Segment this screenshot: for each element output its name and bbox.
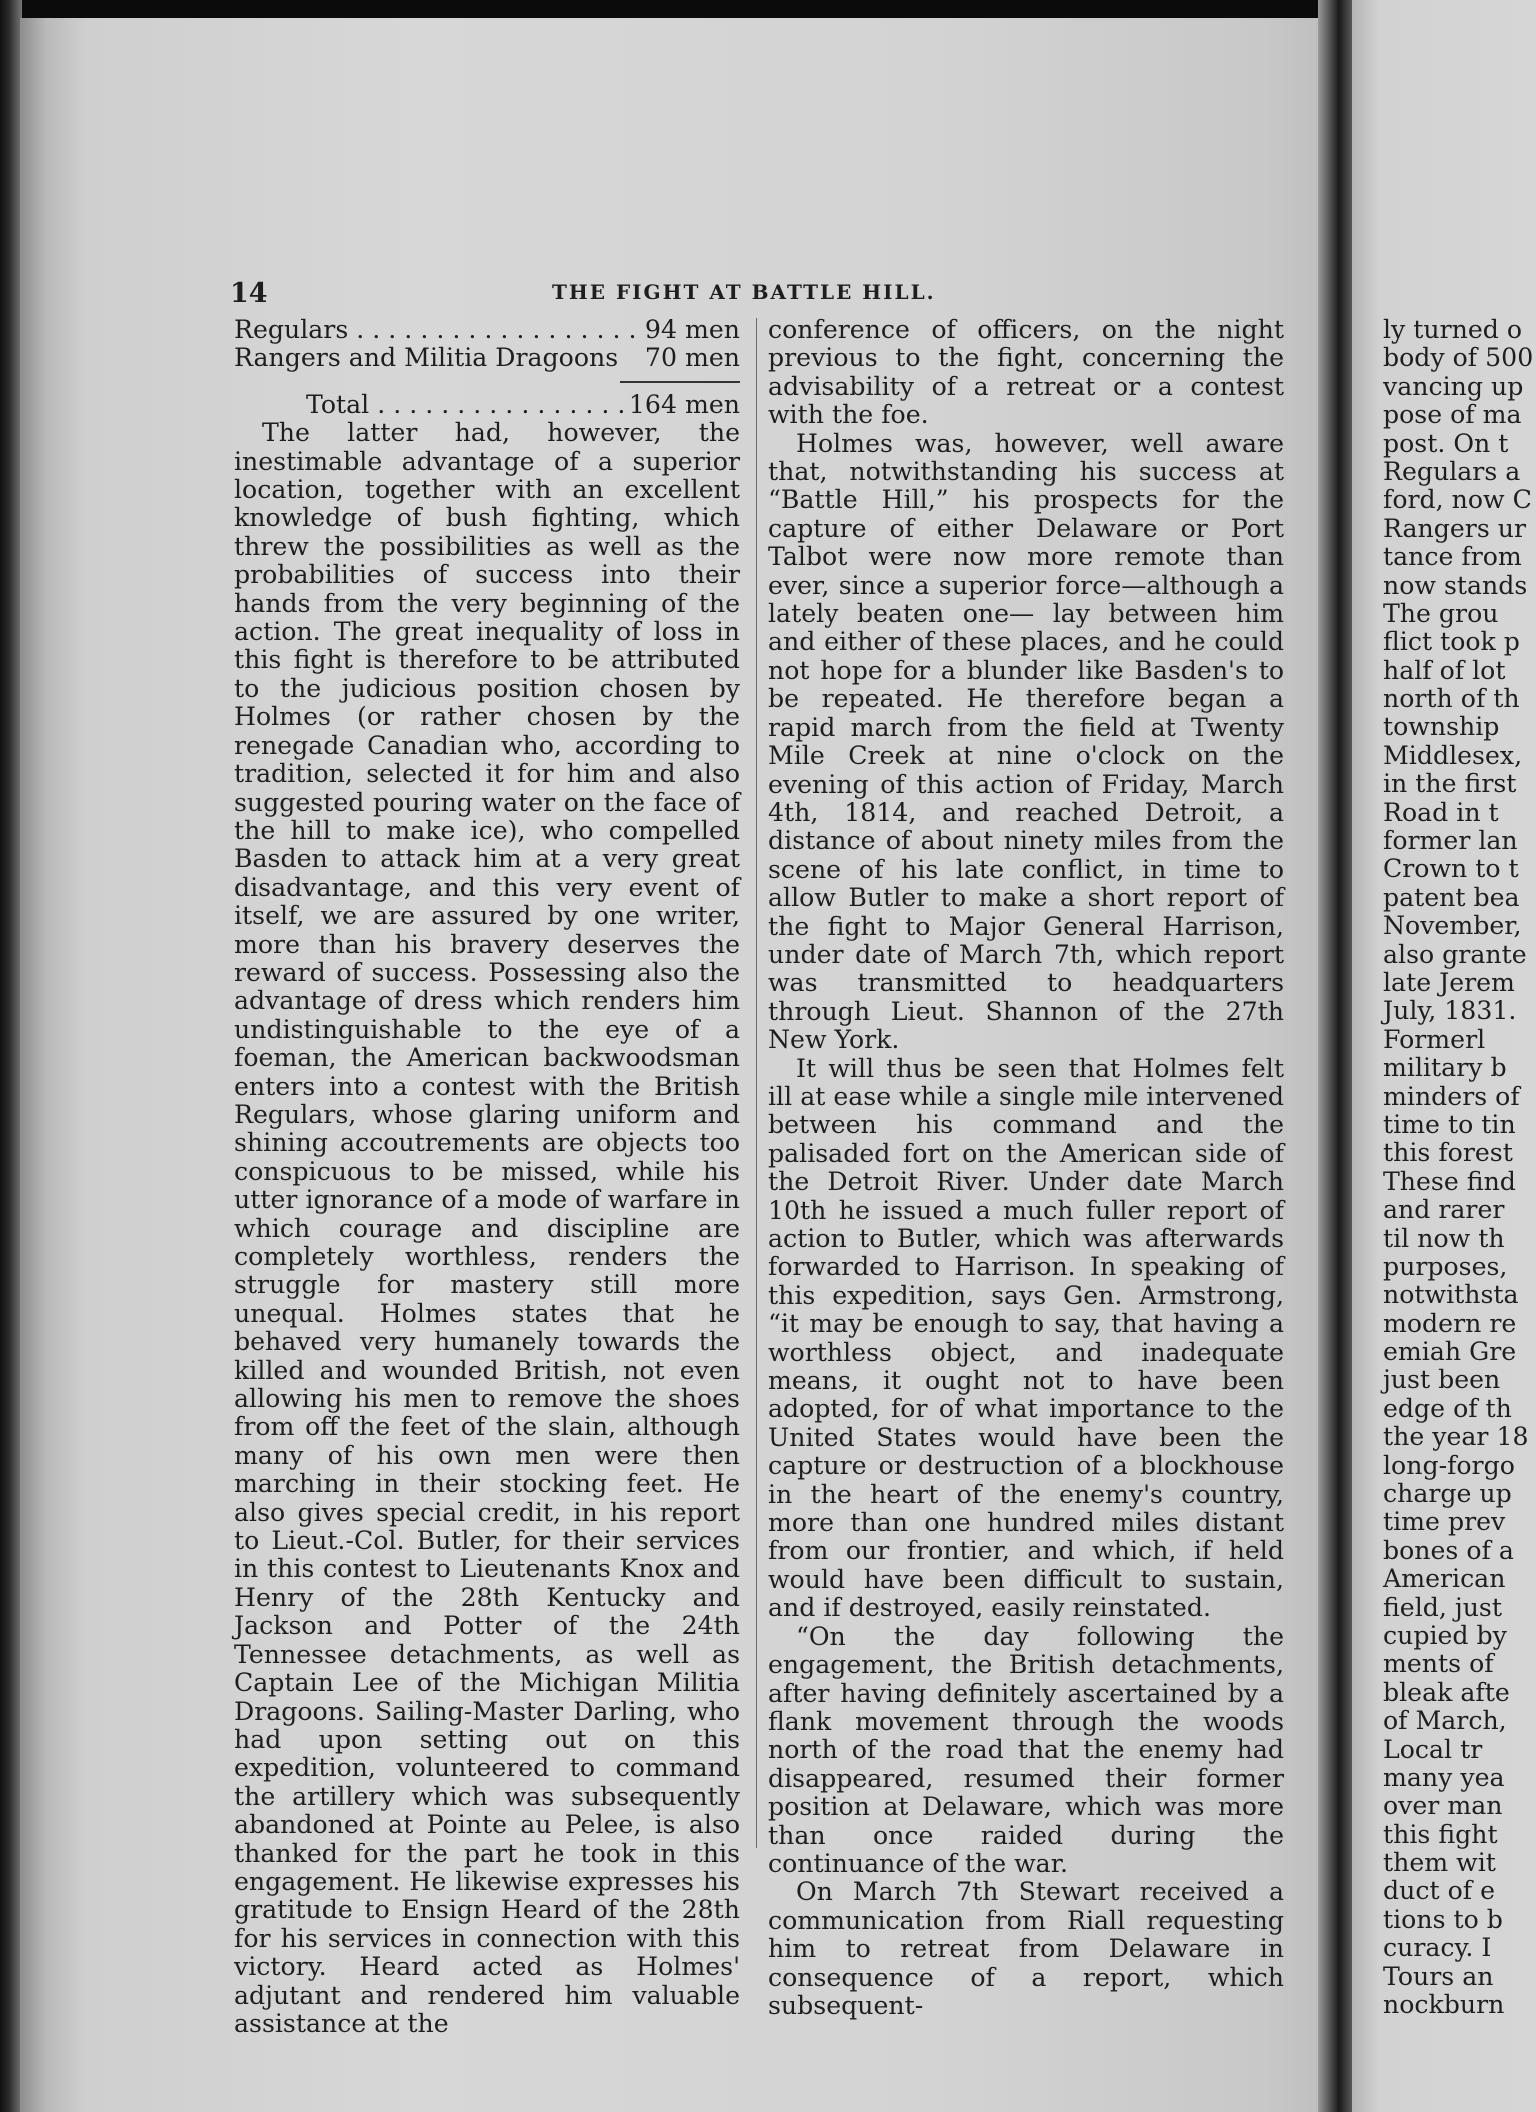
stat-label: Rangers and Militia Dragoons xyxy=(234,344,619,373)
facing-page-line: flict took p xyxy=(1383,627,1520,657)
facing-page-line: These find xyxy=(1383,1166,1516,1196)
facing-page-line: Road in t xyxy=(1383,797,1499,827)
facing-page-line: ments of xyxy=(1383,1649,1494,1679)
stat-label: Total . . . xyxy=(306,391,623,419)
facing-page-line: bones of a xyxy=(1383,1535,1514,1565)
facing-page-line: military b xyxy=(1383,1053,1507,1083)
facing-page-line: field, just xyxy=(1383,1592,1502,1622)
facing-page-line: Formerl xyxy=(1383,1024,1486,1054)
facing-page-line: Rangers ur xyxy=(1383,513,1527,543)
facing-page-line: nockburn xyxy=(1383,1990,1505,2020)
paragraph: Holmes was, however, well aware that, notwithstanding his success at “Battle Hill,” his prospects for the capture of either Delaware or Port Talbot were now more remote than ever, since a superior force—although a lately beaten one— lay between him and either of these places, and he could not hope for a blunder like Basden's to be repeated. He therefore began a rapid march from the field at Twenty Mile Creek at nine o'clock on the evening of this action of Friday, March 4th, 1814, and reached Detroit, a distance of about ninety miles from the scene of his late conflict, in time to allow Butler to make a short report of the fight to Major General Harrison, under date of March 7th, which report was transmitted to headquarters through Lieut. Shannon of the 27th New York. xyxy=(768,428,1284,1055)
facing-page-line: July, 1831. xyxy=(1383,996,1517,1026)
facing-page-line: emiah Gre xyxy=(1383,1337,1517,1367)
text-column-left xyxy=(234,316,740,2038)
column-divider xyxy=(756,318,757,1848)
facing-page-line: Crown to t xyxy=(1383,854,1519,884)
stat-row-total xyxy=(234,391,740,419)
facing-page-line: bleak afte xyxy=(1383,1677,1510,1707)
facing-page-line: curacy. I xyxy=(1383,1933,1492,1963)
stat-label: Regulars . . . xyxy=(234,316,639,344)
facing-page-line: this forest xyxy=(1383,1138,1513,1168)
stat-row-rangers xyxy=(234,344,740,372)
stat-value: 164 men xyxy=(628,389,740,419)
facing-page-line: half of lot xyxy=(1383,655,1506,685)
facing-page-line: Local tr xyxy=(1383,1734,1483,1764)
facing-page-line: tance from xyxy=(1383,542,1522,572)
facing-page-line: them wit xyxy=(1383,1848,1496,1878)
facing-page-line: long-forgo xyxy=(1383,1450,1515,1480)
paragraph: The latter had, however, the inestimable advantage of a superior location, together with an excellent knowledge of bush fighting, which threw the possibilities as well as the probabilities of success into their hands from the very beginning of the action. The great inequality of loss in this fight is therefore to be attributed to the judicious position chosen by Holmes (or rather chosen by the renegade Canadian who, according to tradition, selected it for him and also suggested pouring water on the face of the hill to make ice), who compelled Basden to attack him at a very great disadvantage, and this very event of itself, we are assured by one writer, more than his bravery deserves the reward of success. Possessing also the advantage of dress which renders him undistinguishable to the eye of a foeman, the American backwoodsman enters into a contest with the British Regulars, whose glaring uniform and shining accoutrements are objects too conspicuous to be missed, while his utter ignorance of a mode of warfare in which courage and discipline are completely worthless, renders the struggle for mastery still more unequal. Holmes states that he behaved very humanely towards the killed and wounded British, not even allowing his men to remove the shoes from off the feet of the slain, although many of his own men were then marching in their stocking feet. He also gives special credit, in his report to Lieut.-Col. Butler, for their services in this contest to Lieutenants Knox and Henry of the 28th Kentucky and Jackson and Potter of the 24th Tennessee detachments, as well as Captain Lee of the Michigan Militia Dragoons. Sailing-Master Darling, who had upon setting out on this expedition, volunteered to command the artillery which was subsequently abandoned at Pointe au Pelee, is also thanked for the part he took in this engagement. He likewise expresses his gratitude to Ensign Heard of the 28th for his services in connection with this victory. Heard acted as Holmes' adjutant and rendered him valuable assistance at the xyxy=(234,418,740,2038)
facing-page-line: and rarer xyxy=(1383,1195,1505,1225)
facing-page-line: cupied by xyxy=(1383,1620,1507,1650)
facing-page-line: the year 18 xyxy=(1383,1422,1529,1452)
facing-page-line: township xyxy=(1383,712,1500,742)
facing-page-line: ly turned o xyxy=(1383,315,1523,344)
paragraph: On March 7th Stewart received a communication from Riall requesting him to retreat from Delaware in consequence of a report, which subsequent- xyxy=(768,1877,1284,2020)
facing-page-line: late Jerem xyxy=(1383,967,1515,997)
paragraph: “On the day following the engagement, the British detachments, after having definitely ascertained by a flank movement through the woods north of the road that the enemy had disappeared, resumed their former position at Delaware, which was more than once raided during the continuance of the war. xyxy=(768,1621,1284,1878)
facing-page-line: of March, xyxy=(1383,1706,1507,1736)
page-stack-edge xyxy=(0,0,22,2112)
facing-page-line: this fight xyxy=(1383,1819,1498,1849)
facing-page-line: ford, now C xyxy=(1383,485,1532,515)
facing-page-line: til now th xyxy=(1383,1223,1505,1253)
paragraph: conference of officers, on the night previous to the fight, concerning the advisability of a retreat or a contest with the foe. xyxy=(768,315,1284,430)
facing-page-line: edge of th xyxy=(1383,1393,1512,1423)
facing-page-line: time to tin xyxy=(1383,1109,1516,1139)
text-column-right xyxy=(768,316,1284,2020)
facing-page-line: American xyxy=(1383,1564,1506,1594)
facing-page-line: tions to b xyxy=(1383,1904,1503,1934)
stat-value: 94 men xyxy=(644,315,740,344)
facing-page-line: purposes, xyxy=(1383,1251,1508,1281)
facing-page-line: time prev xyxy=(1383,1507,1506,1537)
facing-page-line: post. On t xyxy=(1383,428,1509,458)
stat-value: 70 men xyxy=(644,343,740,373)
facing-page-line: north of th xyxy=(1383,684,1520,714)
running-head: THE FIGHT AT BATTLE HILL. xyxy=(552,280,936,304)
facing-page-line: Middlesex, xyxy=(1383,740,1523,770)
facing-page-line: minders of xyxy=(1383,1081,1520,1111)
facing-page-line: body of 500 xyxy=(1383,343,1534,373)
facing-page-line: The grou xyxy=(1383,598,1499,628)
facing-page-line: also grante xyxy=(1383,939,1527,969)
total-rule xyxy=(620,381,740,383)
facing-page-line: just been xyxy=(1383,1365,1501,1395)
facing-page-line: November, xyxy=(1383,911,1522,941)
facing-page-line: in the first xyxy=(1383,769,1517,799)
facing-page-line: notwithsta xyxy=(1383,1280,1519,1310)
paragraph: It will thus be seen that Holmes felt ill at ease while a single mile intervened between his command and the palisaded fort on the American side of the Detroit River. Under date March 10th he issued a much fuller report of action to Butler, which was afterwards forwarded to Harrison. In speaking of this expedition, says Gen. Armstrong, “it may be enough to say, that having a worthless object, and inadequate means, it ought not to have been adopted, for of what importance to the United States would have been the capture or destruction of a blockhouse in the heart of the enemy's country, more than one hundred miles distant from our frontier, and which, if held would have been difficult to sustain, and if destroyed, easily reinstated. xyxy=(768,1053,1284,1623)
facing-page-line: vancing up xyxy=(1383,371,1524,401)
book-gutter xyxy=(1318,0,1356,2112)
page-number: 14 xyxy=(230,278,268,309)
facing-page-line: patent bea xyxy=(1383,882,1520,912)
facing-page-line: Tours an xyxy=(1383,1961,1494,1991)
facing-page-line: duct of e xyxy=(1383,1876,1495,1906)
facing-page-line: many yea xyxy=(1383,1762,1505,1792)
facing-page-line: former lan xyxy=(1383,826,1518,856)
stat-row-regulars xyxy=(234,316,740,344)
facing-page-line: charge up xyxy=(1383,1479,1512,1509)
facing-page-line: over man xyxy=(1383,1791,1503,1821)
facing-page-text xyxy=(1383,316,1536,2019)
facing-page-line: now stands xyxy=(1383,570,1528,600)
facing-page-line: modern re xyxy=(1383,1308,1517,1338)
facing-page-line: Regulars a xyxy=(1383,456,1521,486)
facing-page-line: pose of ma xyxy=(1383,400,1522,430)
